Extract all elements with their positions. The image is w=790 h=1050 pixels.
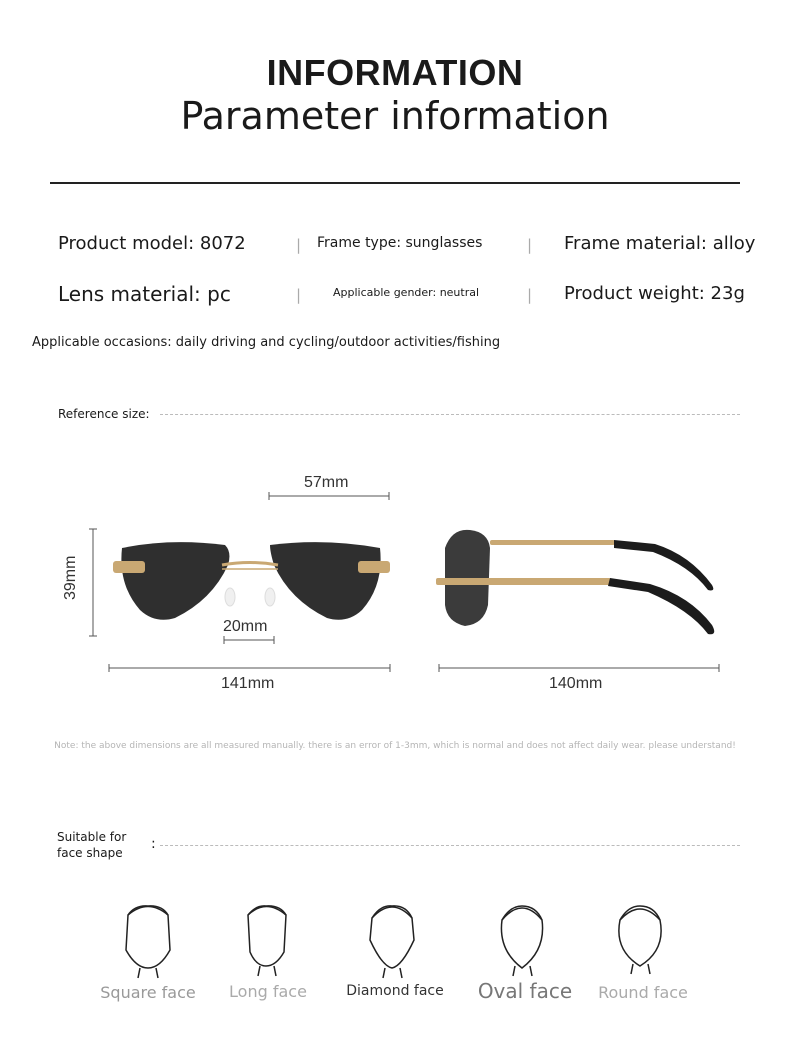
applicable-occasions: Applicable occasions: daily driving and cycling/outdoor activities/fishing <box>32 335 501 350</box>
lens-width-label: 57mm <box>304 474 349 491</box>
temple-length-label: 140mm <box>549 675 603 692</box>
face-label-diamond: Diamond face <box>346 983 444 999</box>
frame-type: Frame type: sunglasses <box>317 235 483 251</box>
applicable-gender: Applicable gender: neutral <box>333 286 480 299</box>
separator: | <box>296 236 302 254</box>
face-shape-label-line2: face shape <box>57 846 123 860</box>
face-shape-label-line1: Suitable for <box>57 830 127 844</box>
long-face-icon <box>248 906 286 976</box>
oval-face-icon <box>501 906 542 976</box>
face-label-oval: Oval face <box>477 979 573 1003</box>
product-model: Product model: 8072 <box>58 233 246 254</box>
round-face-icon <box>619 906 661 974</box>
separator: | <box>296 286 302 304</box>
colon: : <box>151 836 156 852</box>
face-label-square: Square face <box>100 983 196 1002</box>
info-heading: INFORMATION <box>266 52 524 93</box>
page-title: Parameter information <box>180 94 610 138</box>
reference-size-label: Reference size: <box>58 407 150 421</box>
face-label-round: Round face <box>598 983 688 1002</box>
product-weight: Product weight: 23g <box>564 283 745 304</box>
lens-material: Lens material: pc <box>58 282 231 306</box>
square-face-icon <box>126 906 170 978</box>
face-label-long: Long face <box>229 982 307 1001</box>
lens-height-label: 39mm <box>62 555 79 600</box>
separator: | <box>527 286 533 304</box>
bridge-width-label: 20mm <box>223 618 268 635</box>
frame-material: Frame material: alloy <box>564 233 756 254</box>
diamond-face-icon <box>370 906 414 978</box>
frame-width-label: 141mm <box>221 675 275 692</box>
separator: | <box>527 236 533 254</box>
measurement-note: Note: the above dimensions are all measured manually. there is an error of 1-3mm, which is normal and does not affect daily wear. please understand! <box>54 741 736 751</box>
